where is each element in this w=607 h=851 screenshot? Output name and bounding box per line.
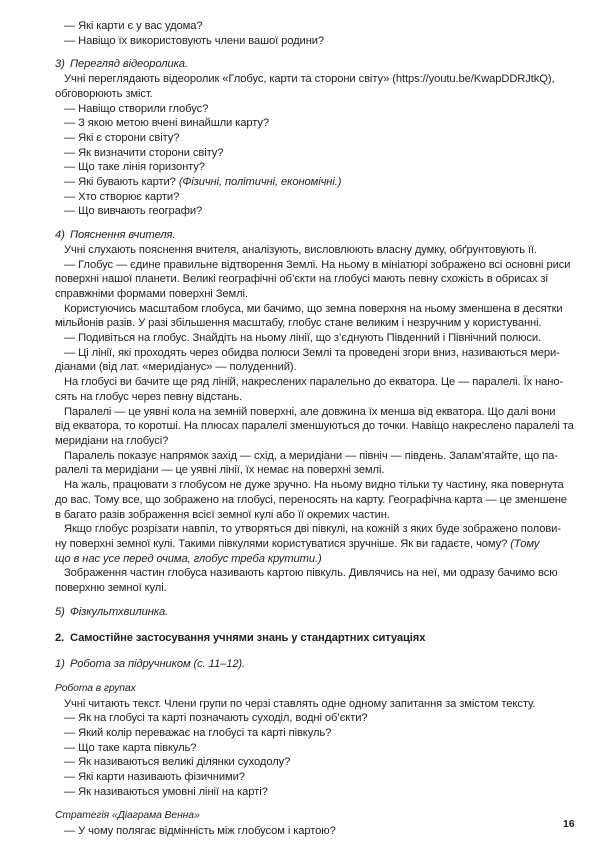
paragraph-line: діанами (від лат. «меридіанус» — полуденний).: [55, 361, 297, 374]
question-line: — У чому полягає відмінність між глобусом і картою?: [64, 825, 336, 838]
subheading: Робота в групах: [55, 682, 136, 694]
paragraph-line: Паралелі — це уявні кола на земній поверхні, але довжина їх менша від екватора. Що далі вони: [64, 405, 556, 418]
question-line: — Які карти є у вас удома?: [64, 20, 203, 32]
question-line: — Який колір переважає на глобусі та карті півкуль?: [64, 726, 332, 739]
paragraph-line: сять на глобус через певну відстань.: [55, 390, 243, 403]
question-line: — Як називаються великі ділянки суходолу?: [64, 756, 291, 769]
page-number: 16: [563, 818, 575, 830]
question-line: — Як називаються умовні лінії на карті?: [64, 785, 268, 798]
question-line: — Які карти називають фізичними?: [64, 771, 245, 784]
paragraph-line: — Подивіться на глобус. Знайдіть на ньому лінії, що з’єднують Південний і Північний полюси.: [64, 332, 542, 345]
question-line: — З якою метою вчені винайшли карту?: [64, 117, 269, 130]
paragraph-line: Учні переглядають відеоролик «Глобус, карти та сторони світу» (https://youtu.be/KwapDDRJtkQ),: [64, 73, 555, 86]
section-heading: [55, 228, 574, 243]
part-title: Самостійне застосування учнями знань у стандартних ситуаціях: [70, 632, 426, 645]
paragraph-line: до вас. Тому все, що зображено на глобусі, переносять на карту. Географічна карта — це зменшене: [55, 493, 567, 506]
paragraph-line: Якщо глобус розрізати навпіл, то утворяться дві півкулі, на кожній з яких буде зображено полови-: [64, 523, 561, 536]
paragraph-line: Учні слухають пояснення вчителя, аналізують, висловлюють власну думку, обґрунтовують її.: [64, 243, 538, 256]
paragraph-line: обговорюють зміст.: [55, 87, 153, 100]
section-title: Робота за підручником (с. 11–12).: [70, 658, 246, 671]
question-line: — Навіщо їх використовують члени вашої родини?: [64, 34, 325, 47]
paragraph-line: [55, 537, 574, 552]
paragraph-line: меридіани на глобусі?: [55, 434, 169, 447]
section-heading: [55, 657, 574, 672]
paragraph-line: в багато разів зображення всієї земної кулі або її окремих частин.: [55, 508, 390, 521]
section-number: 3): [55, 58, 65, 71]
paragraph-line: мільйонів разів. У разі збільшення масштабу, глобус стане великим і незручним у користуванні.: [55, 317, 542, 330]
section-title: Перегляд відеоролика.: [70, 58, 188, 71]
question-line: — Що таке лінія горизонту?: [64, 161, 205, 174]
paragraph-line: Користуючись масштабом глобуса, ми бачимо, що земна поверхня на ньому зменшена в десятки: [64, 302, 563, 315]
paragraph-line: Учні читають текст. Члени групи по черзі ставлять одне одному запитання за змістом тексту.: [64, 697, 536, 710]
question-line: — Як на глобусі та карті позначають суходіл, водні об’єкти?: [64, 712, 368, 725]
paragraph-line: На глобусі ви бачите ще ряд ліній, накреслених паралельно до екватора. Це — паралелі. Їх нано-: [64, 376, 564, 389]
paragraph-line: від екватора, то коротші. На плюсах паралелі зменшуються до точки. Навіщо накреслено паралелі та: [55, 420, 574, 433]
question-text: — Які бувають карти?: [64, 176, 176, 189]
paragraph-line: Паралель показує напрямок захід — схід, а меридіани — північ — південь. Запам’ятайте, що па-: [64, 449, 558, 462]
part-heading: [55, 631, 574, 646]
paragraph-line: — Ці лінії, які проходять через обидва полюси Землі та проведені згори вниз, називаються мери-: [64, 346, 560, 359]
subheading: Стратегія «Діаграма Венна»: [55, 810, 200, 822]
paragraph-line: — Глобус — єдине правильне відтворення Землі. На ньому в мініатюрі зображено всі основні риси: [64, 258, 571, 271]
question-line: — Навіщо створили глобус?: [64, 102, 209, 115]
page-content: [55, 19, 574, 839]
paragraph-line: ралелі та меридіани — це уявні лінії, їх немає на поверхні землі.: [55, 464, 385, 477]
question-line: — Що вивчають географи?: [64, 205, 203, 218]
part-number: 2.: [55, 632, 65, 645]
section-number: 5): [55, 605, 65, 618]
question-line: — Які є сторони світу?: [64, 131, 180, 144]
answer-text: (Фізичні, політичні, економічні.): [178, 176, 342, 189]
question-line: — Що таке карта півкуль?: [64, 741, 197, 754]
section-heading: [55, 57, 574, 72]
question-line: — Хто створює карти?: [64, 190, 180, 203]
section-title: Пояснення вчителя.: [70, 229, 176, 242]
section-number: 4): [55, 229, 65, 242]
paragraph-text: ну поверхні земної кулі. Такими півкулями користуватися зручніше. Як ви гадаєте, чому?: [55, 537, 508, 550]
paragraph-line: На жаль, працювати з глобусом не дуже зручно. На ньому видно тільки ту частину, яка повернута: [64, 479, 564, 492]
answer-text: (Тому: [510, 537, 540, 550]
paragraph-line: справжніми формами поверхні Землі.: [55, 287, 248, 300]
section-number: 1): [55, 658, 65, 671]
section-title: Фізкультхвилинка.: [70, 605, 169, 618]
question-line: [55, 175, 574, 190]
paragraph-line: поверхні нашої планети. Великі географічні об’єкти на глобусі мають певну схожість в обрисах зі: [55, 273, 548, 286]
question-line: — Як визначити сторони світу?: [64, 146, 224, 159]
paragraph-line: Зображення частин глобуса називають картою півкуль. Дивлячись на неї, ми одразу бачимо всю: [64, 567, 558, 580]
answer-line: що в нас усе перед очима, глобус треба крутити.): [55, 552, 322, 565]
paragraph-line: поверхню земної кулі.: [55, 582, 167, 595]
section-heading: [55, 605, 574, 620]
